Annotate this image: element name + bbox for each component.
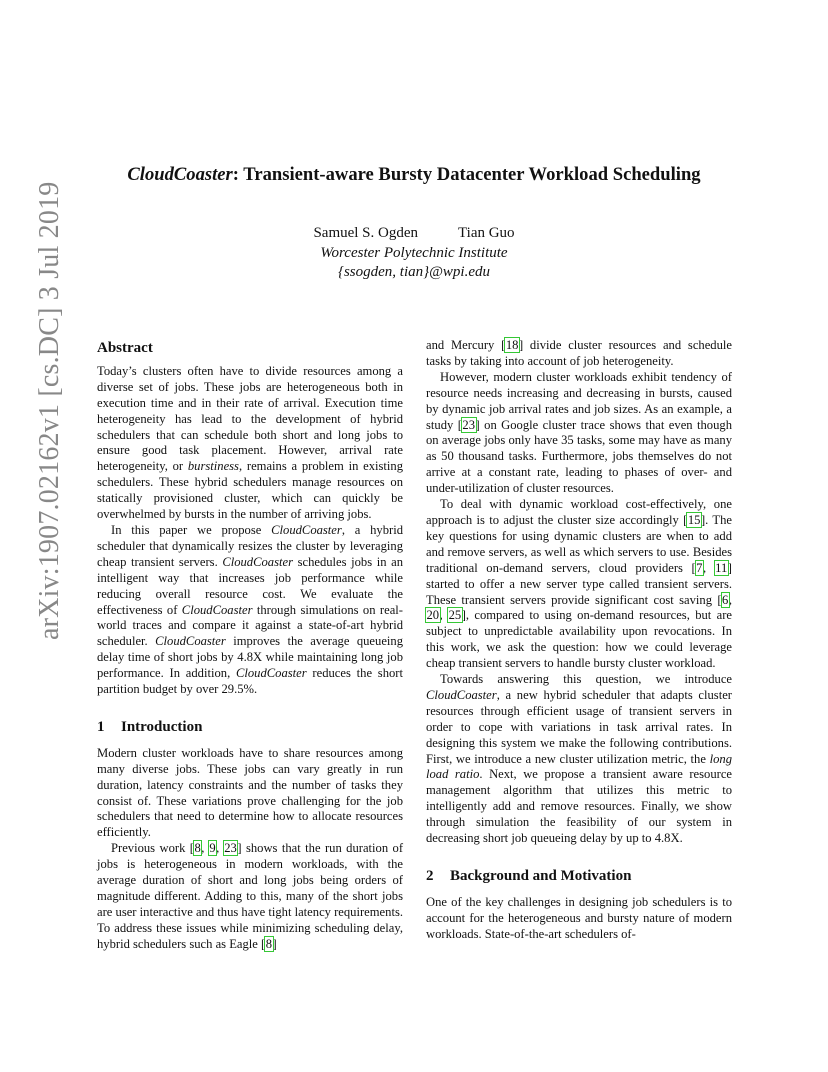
author-name: Samuel S. Ogden bbox=[313, 225, 419, 241]
paper-title bbox=[0, 164, 828, 186]
right-column bbox=[426, 338, 732, 943]
abstract-paragraph: In this paper we propose CloudCoaster, a hybrid scheduler that dynamically resizes the cluster by leveraging cheap transient servers. CloudCoaster schedules jobs in an intelligent way that increases job performance while reducing overall resource cost. We evaluate the effectiveness of CloudCoaster through simulations on real-world traces and compare it against a state-of-art hybrid scheduler. CloudCoaster improves the average queueing delay time of short jobs by 4.8X while maintaining long job performance. In addition, CloudCoaster reduces the short partition budget by over 29.5%. bbox=[97, 522, 403, 697]
abstract-heading: Abstract bbox=[97, 340, 153, 356]
citation-link[interactable]: 9 bbox=[209, 841, 216, 856]
body-paragraph: and Mercury [18] divide cluster resources and schedule tasks by taking into account of job heterogeneity. bbox=[426, 338, 732, 368]
citation-link[interactable]: 7 bbox=[696, 560, 703, 575]
body-paragraph: One of the key challenges in designing job schedulers is to account for the heterogeneous and bursty nature of modern workloads. State-of-the-art schedulers of- bbox=[426, 894, 732, 941]
citation-link[interactable]: 6 bbox=[722, 592, 729, 607]
citation-link[interactable]: 25 bbox=[448, 608, 462, 623]
citation-link[interactable]: 20 bbox=[426, 608, 440, 623]
author-affiliation: Worcester Polytechnic Institute bbox=[320, 244, 508, 261]
title-system-name: CloudCoaster bbox=[127, 164, 233, 185]
author-names bbox=[0, 224, 828, 244]
citation-link[interactable]: 23 bbox=[462, 417, 476, 432]
title-rest: : Transient-aware Bursty Datacenter Workload Scheduling bbox=[232, 164, 701, 185]
citation-link[interactable]: 23 bbox=[224, 841, 237, 856]
arxiv-identifier: arXiv:1907.02162v1 [cs.DC] 3 Jul 2019 bbox=[34, 181, 65, 640]
body-paragraph: Modern cluster workloads have to share resources among many diverse jobs. These jobs can vary greatly in run duration, latency constraints and the number of tasks they consist of. These variations prove challenging for the job schedulers that need to determine how to allocate resources efficiently. bbox=[97, 745, 403, 840]
section-heading-background: 2 Background and Motivation bbox=[426, 868, 632, 884]
body-paragraph: However, modern cluster workloads exhibit tendency of resource needs increasing and decreasing in bursts, caused by dynamic job arrival rates and job sizes. As an example, a study [23] on Google cluster trace shows that even though on average jobs only have 35 tasks, some may have as many as 50 thousand tasks. Furthermore, jobs themselves do not arrive at a constant rate, leading to phases of over- and under-utilization of cluster resources. bbox=[426, 369, 732, 496]
author-block bbox=[0, 224, 828, 283]
body-paragraph: Previous work [8, 9, 23] shows that the run duration of jobs is heterogeneous in modern workloads, with the average duration of short and long jobs being orders of magnitude different. Adding to this, many of the short jobs are user interactive and thus have tight latency requirements. To address these issues while minimizing scheduling delay, hybrid schedulers such as Eagle [8] bbox=[97, 841, 404, 951]
left-column bbox=[97, 338, 403, 953]
citation-link[interactable]: 11 bbox=[715, 560, 728, 575]
citation-link[interactable]: 8 bbox=[194, 841, 201, 856]
body-paragraph: Towards answering this question, we introduce CloudCoaster, a new hybrid scheduler that adapts cluster resources through efficient usage of transient servers in order to cope with variations in task arrival rates. In designing this system we make the following contributions. First, we introduce a new cluster utilization metric, the long load ratio. Next, we propose a transient aware resource management algorithm that utilizes this metric to intelligently add and remove resources. Finally, we show through simulation the feasibility of our system in decreasing short job queueing delay by up to 4.8X. bbox=[426, 672, 732, 846]
author-email: {ssogden, tian}@wpi.edu bbox=[337, 264, 491, 280]
citation-link[interactable]: 8 bbox=[265, 936, 273, 951]
abstract-paragraph: Today’s clusters often have to divide resources among a diverse set of jobs. These jobs are heterogeneous both in execution time and in their rate of arrival. Execution time heterogeneity has lead to the development of hybrid schedulers that can schedule both short and long jobs to ensure good task placement. However, arrival rate heterogeneity, or burstiness, remains a problem in existing schedulers. These hybrid schedulers manage resources on statically provisioned cluster, which can quickly be overwhelmed by bursts in the number of arriving jobs. bbox=[97, 363, 403, 522]
section-heading-introduction: 1 Introduction bbox=[97, 718, 203, 735]
citation-link[interactable]: 18 bbox=[505, 338, 519, 352]
body-paragraph: To deal with dynamic workload cost-effectively, one approach is to adjust the cluster size accordingly [15]. The key questions for using dynamic clusters are when to add and remove servers, as well as which servers to use. Besides traditional on-demand servers, cloud providers [7, 11] started to offer a new server type called transient servers. These transient servers provide significant cost saving [6, 20, 25], compared to using on-demand resources, but are subject to unpredictable availability upon revocations. In this work, we ask the question: how we could leverage cheap transient servers to handle bursty cluster workload. bbox=[426, 497, 733, 671]
author-name: Tian Guo bbox=[458, 225, 515, 241]
citation-link[interactable]: 15 bbox=[687, 512, 701, 527]
